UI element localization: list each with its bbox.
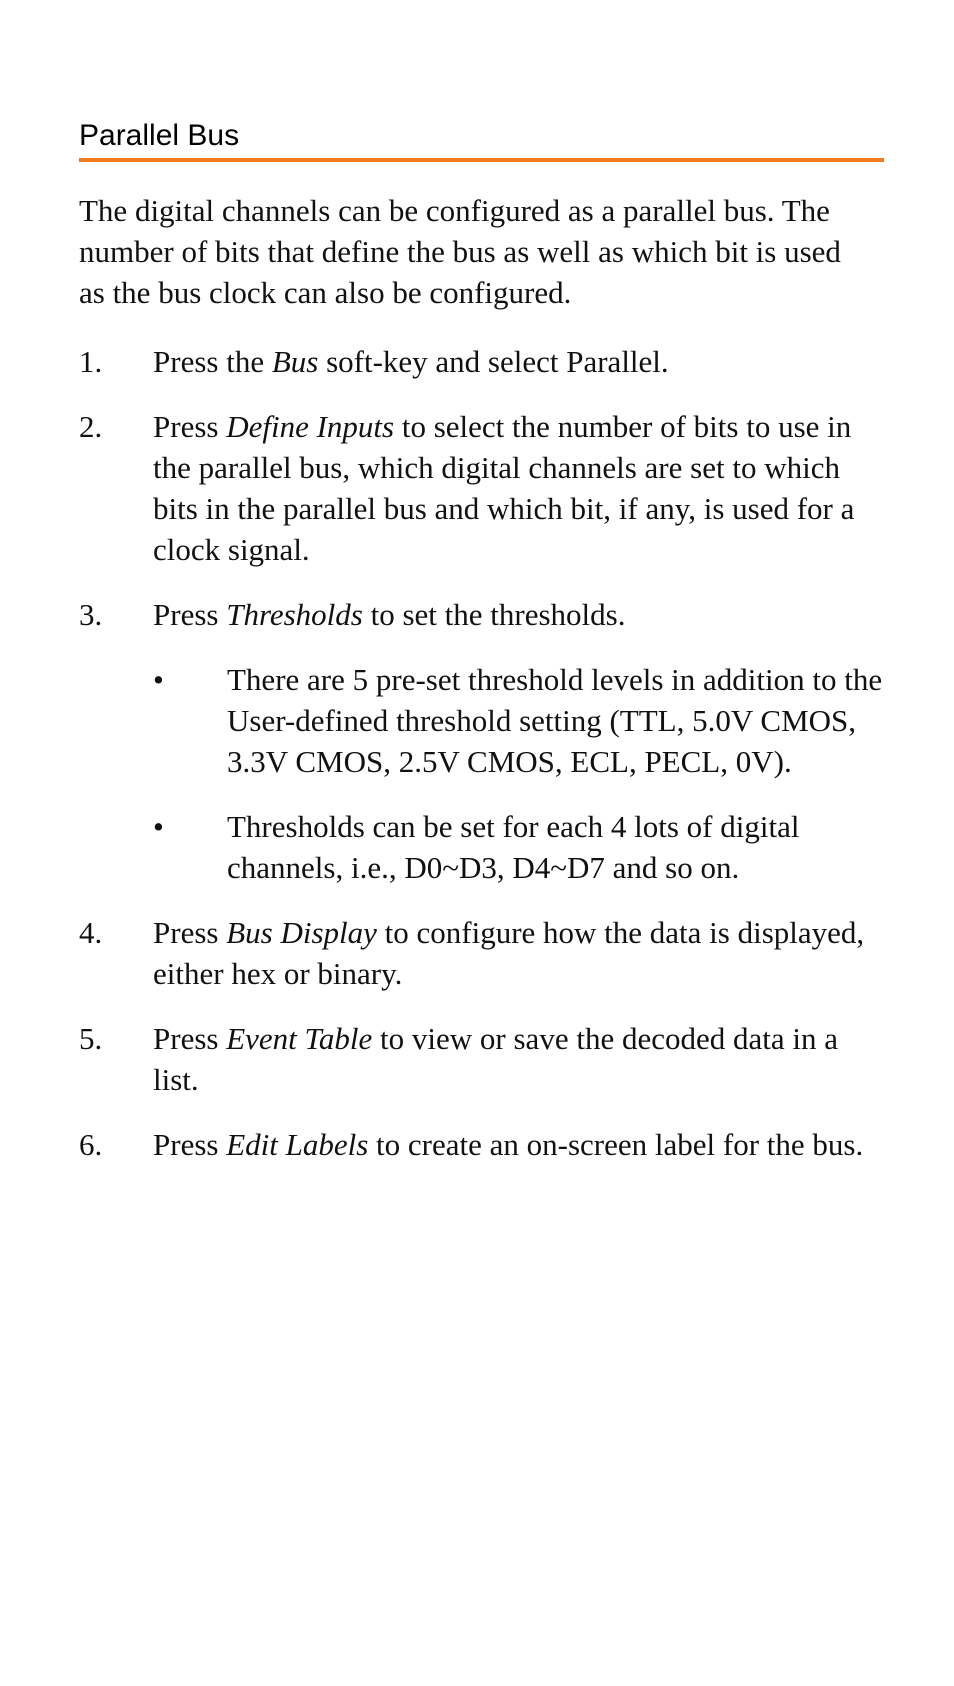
bullet-icon: • [153, 809, 164, 844]
step-text-pre: Press [153, 1021, 227, 1056]
bullet-item [153, 806, 884, 888]
bullet-item [153, 659, 884, 782]
intro-paragraph: The digital channels can be configured as a parallel bus. The number of bits that define the bus as well as which bit is used as the bus clock can also be configured. [79, 193, 841, 310]
step-text-pre: Press the [153, 344, 272, 379]
step-text-pre: Press [153, 409, 227, 444]
step-text-post: to create an on-screen label for the bus. [368, 1127, 864, 1162]
section-title: Parallel Bus [79, 118, 884, 162]
step-text-post: to set the thresholds. [362, 597, 626, 632]
soft-key-name: Bus [271, 344, 319, 379]
step-text-post: to view or save the decoded data in a list. [153, 1021, 838, 1097]
step-6 [79, 1124, 884, 1165]
step-number: 2. [79, 409, 103, 444]
soft-key-name: Edit Labels [226, 1127, 369, 1162]
step-number: 5. [79, 1021, 103, 1056]
bullet-icon: • [153, 662, 164, 697]
step-number: 1. [79, 344, 103, 379]
soft-key-name: Event Table [226, 1021, 373, 1056]
step-number: 4. [79, 915, 103, 950]
step-3 [79, 594, 884, 888]
step-4 [79, 912, 884, 994]
step-number: 6. [79, 1127, 103, 1162]
step-2 [79, 406, 884, 570]
step-number: 3. [79, 597, 103, 632]
soft-key-name: Define Inputs [226, 409, 395, 444]
step-text-post: to select the number of bits to use in the parallel bus, which digital channels are set to which bits in the parallel bus and which bit, if any, is used for a clock signal. [153, 409, 855, 567]
step-1 [79, 341, 884, 382]
step-text-post: to configure how the data is displayed, either hex or binary. [153, 915, 865, 991]
bullet-text: Thresholds can be set for each 4 lots of digital channels, i.e., D0~D3, D4~D7 and so on. [227, 809, 800, 885]
step-text-pre: Press [153, 915, 227, 950]
bullet-text: There are 5 pre-set threshold levels in addition to the User-defined threshold setting (TTL, 5.0V CMOS, 3.3V CMOS, 2.5V CMOS, ECL, PECL, 0V). [227, 662, 883, 779]
threshold-notes [153, 659, 884, 888]
manual-page [79, 118, 884, 1189]
step-text-post: soft-key and select Parallel. [318, 344, 669, 379]
step-text-pre: Press [153, 597, 227, 632]
procedure-steps [79, 341, 884, 1165]
soft-key-name: Bus Display [226, 915, 377, 950]
step-5 [79, 1018, 884, 1100]
step-text-pre: Press [153, 1127, 227, 1162]
soft-key-name: Thresholds [226, 597, 363, 632]
